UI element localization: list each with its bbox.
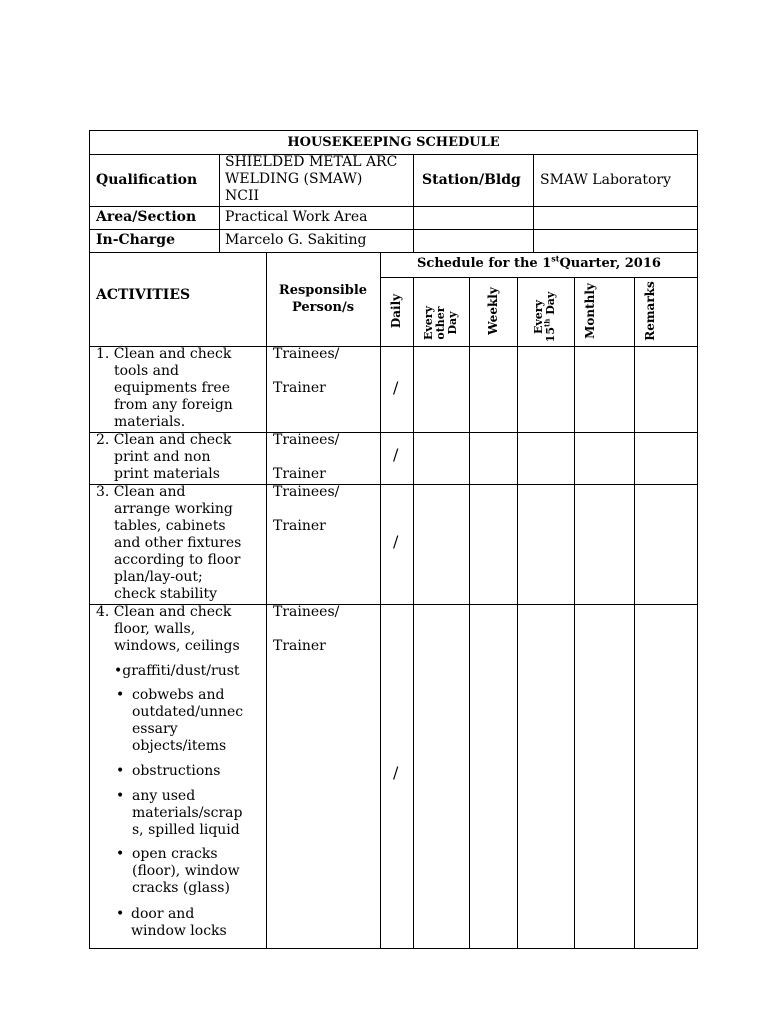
every-15th-day-header: Every 15th Day — [532, 291, 557, 343]
person-line: Trainer — [273, 638, 326, 654]
daily-check-mark: / — [393, 445, 399, 464]
col-divider — [517, 277, 518, 949]
weekly-header: Weekly — [486, 287, 500, 335]
every-other-day-header: Every other Day — [422, 306, 459, 340]
bullet-icon: • — [116, 906, 125, 922]
activity-line: 2. Clean and check — [96, 432, 232, 448]
col-divider — [413, 277, 414, 949]
sub-item: •graffiti/dust/rust — [114, 663, 240, 679]
activity-line: windows, ceilings — [114, 638, 240, 654]
activity-line: plan/lay-out; — [114, 569, 203, 585]
sub-item: (floor), window — [132, 863, 240, 879]
qualification-label: Qualification — [96, 172, 198, 188]
col-divider — [533, 154, 534, 252]
person-line: Trainer — [273, 466, 326, 482]
sub-item: materials/scrap — [132, 805, 243, 821]
sub-item: obstructions — [132, 763, 221, 779]
activity-line: 1. Clean and check — [96, 346, 232, 362]
activity-line: tools and — [114, 363, 179, 379]
bullet-icon: • — [116, 846, 125, 862]
daily-check-mark: / — [393, 532, 399, 551]
person-line: Trainees/ — [273, 346, 340, 362]
qualification-value-line2: WELDING (SMAW) — [225, 171, 363, 187]
responsible-header-line1: Responsible — [278, 283, 368, 298]
person-line: Trainer — [273, 380, 326, 396]
sub-item: open cracks — [132, 846, 218, 862]
col-divider — [219, 154, 220, 252]
activity-line: print and non — [114, 449, 211, 465]
sub-item: cobwebs and — [132, 687, 225, 703]
responsible-header-line2: Person/s — [291, 300, 355, 315]
station-value: SMAW Laboratory — [540, 172, 672, 188]
activity-line: materials. — [114, 414, 186, 430]
monthly-header: Monthly — [583, 283, 597, 339]
sub-item: door and — [131, 906, 195, 922]
bullet-icon: • — [116, 687, 125, 703]
col-divider — [574, 277, 575, 949]
incharge-value: Marcelo G. Sakiting — [225, 232, 367, 248]
qualification-value-line1: SHIELDED METAL ARC — [225, 154, 398, 170]
activity-line: 3. Clean and — [96, 484, 186, 500]
activity-line: equipments free — [114, 380, 230, 396]
col-divider — [380, 252, 381, 949]
station-label: Station/Bldg — [422, 172, 521, 188]
activity-line: check stability — [114, 586, 218, 602]
table-border-top — [89, 130, 698, 131]
sub-item: window locks — [131, 923, 227, 939]
row-divider — [89, 252, 698, 253]
row-divider — [89, 206, 698, 207]
sub-item: cracks (glass) — [132, 880, 230, 896]
activity-line: from any foreign — [114, 397, 233, 413]
area-value: Practical Work Area — [225, 209, 368, 225]
col-divider — [469, 277, 470, 949]
schedule-divider — [380, 277, 698, 278]
activity-line: print materials — [114, 466, 220, 482]
person-line: Trainees/ — [273, 604, 340, 620]
col-divider — [413, 154, 414, 252]
activity-line: according to floor — [114, 552, 241, 568]
activities-header: ACTIVITIES — [96, 287, 191, 303]
table-border-left — [89, 130, 90, 949]
incharge-label: In-Charge — [96, 232, 176, 248]
activity-line: arrange working — [114, 501, 233, 517]
sub-item: outdated/unnec — [132, 704, 244, 720]
bullet-icon: • — [116, 763, 125, 779]
daily-check-mark: / — [393, 763, 399, 782]
col-divider — [266, 252, 267, 949]
sub-item: any used — [132, 788, 196, 804]
qualification-value-line3: NCII — [225, 188, 260, 204]
person-line: Trainer — [273, 518, 326, 534]
activity-line: and other fixtures — [114, 535, 242, 551]
daily-header: Daily — [389, 293, 403, 329]
activity-line: floor, walls, — [114, 621, 196, 637]
area-label: Area/Section — [96, 209, 197, 225]
activity-line: 4. Clean and check — [96, 604, 232, 620]
col-divider — [634, 277, 635, 949]
table-title: HOUSEKEEPING SCHEDULE — [287, 135, 500, 150]
schedule-header: Schedule for the 1stQuarter, 2016 — [417, 253, 661, 271]
person-line: Trainees/ — [273, 484, 340, 500]
sub-item: essary — [132, 721, 178, 737]
activity-line: tables, cabinets — [114, 518, 226, 534]
table-border-bottom — [89, 948, 698, 949]
row-divider — [89, 229, 698, 230]
sub-item: objects/items — [132, 738, 227, 754]
bullet-icon: • — [116, 788, 125, 804]
table-border-right — [697, 130, 698, 949]
person-line: Trainees/ — [273, 432, 340, 448]
sub-item: s, spilled liquid — [132, 822, 240, 838]
remarks-header: Remarks — [643, 281, 657, 341]
daily-check-mark: / — [393, 378, 399, 397]
